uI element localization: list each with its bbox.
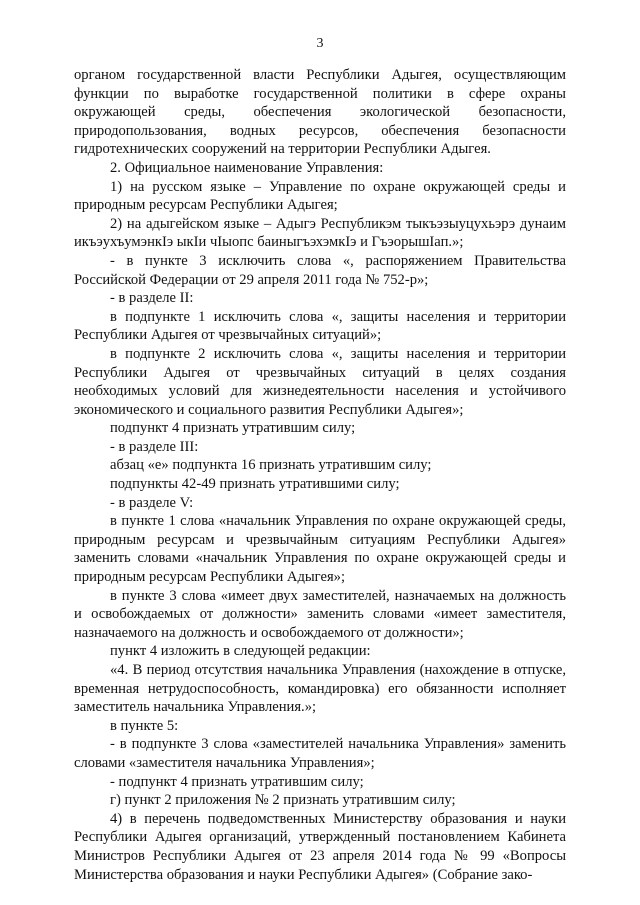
paragraph: абзац «е» подпункта 16 признать утратившим силу; <box>110 457 432 474</box>
paragraph: в подпункте 2 исключить слова «, защиты населения и территории Республики Адыгея от чрезвычайных ситуаций в целях создания необходимых условий для жизнедеятельности населения и устойчивого экономического и социального развития Республики Адыгея»; <box>74 345 566 418</box>
paragraph: органом государственной власти Республики Адыгея, осуществляющим функции по выработке государственной политики в сфере охраны окружающей среды, обеспечения экологической безопасности, природопользования, водных ресурсов, обеспечения безопасности гидротехнических сооружений на территории Республики Адыгея. <box>74 67 566 158</box>
paragraph: - в разделе II: <box>110 290 194 307</box>
paragraph: подпункт 4 признать утратившим силу; <box>110 420 356 437</box>
paragraph: в пункте 1 слова «начальник Управления по охране окружающей среды, природным ресурсам и чрезвычайным ситуациям Республики Адыгея» заменить словами «начальник Управления по охране окружающей среды и природным ресурсам Республики Адыгея»; <box>74 513 566 586</box>
paragraph: - в подпункте 3 слова «заместителей начальника Управления» заменить словами «заместителя начальника Управления»; <box>74 736 566 771</box>
paragraph: - в разделе III: <box>110 438 199 455</box>
paragraph: в пункте 3 слова «имеет двух заместителей, назначаемых на должность и освобождаемых от должности» заменить словами «имеет заместителя, назначаемого на должность и освобождаемого от должности»; <box>74 587 566 641</box>
paragraph: - в пункте 3 исключить слова «, распоряжением Правительства Российской Федерации от 29 апреля 2011 года № 752-р»; <box>74 252 566 288</box>
paragraph: 4) в перечень подведомственных Министерству образования и науки Республики Адыгея организаций, утвержденный постановлением Кабинета Министров Республики Адыгея от 23 апреля 2014 года № 99 «Вопросы Министерства образования и науки Республики Адыгея» (Собрание зако- <box>74 810 566 883</box>
paragraph: г) пункт 2 приложения № 2 признать утратившим силу; <box>110 792 456 809</box>
document-body <box>74 66 566 884</box>
page-number: 3 <box>316 36 324 51</box>
paragraph: подпункты 42-49 признать утратившими силу; <box>110 476 400 493</box>
paragraph: 2. Официальное наименование Управления: <box>110 159 384 176</box>
paragraph: пункт 4 изложить в следующей редакции: <box>110 643 371 660</box>
paragraph: - подпункт 4 признать утратившим силу; <box>110 773 364 790</box>
paragraph: «4. В период отсутствия начальника Управления (нахождение в отпуске, временная нетрудоспособность, командировка) его обязанности исполняет заместитель начальника Управления.»; <box>74 662 566 716</box>
paragraph: - в разделе V: <box>110 494 194 511</box>
paragraph: 2) на адыгейском языке – Адыгэ Республикэм тыкъэзыуцухьэрэ дунаим икъэухъумэнкIэ ыкIи чIыопс баиныгъэхэмкIэ и ГъэорышIап.»; <box>74 215 566 251</box>
paragraph: в подпункте 1 исключить слова «, защиты населения и территории Республики Адыгея от чрезвычайных ситуаций»; <box>74 308 566 344</box>
paragraph: в пункте 5: <box>110 717 179 734</box>
paragraph: 1) на русском языке – Управление по охране окружающей среды и природным ресурсам Республики Адыгея; <box>74 178 566 214</box>
